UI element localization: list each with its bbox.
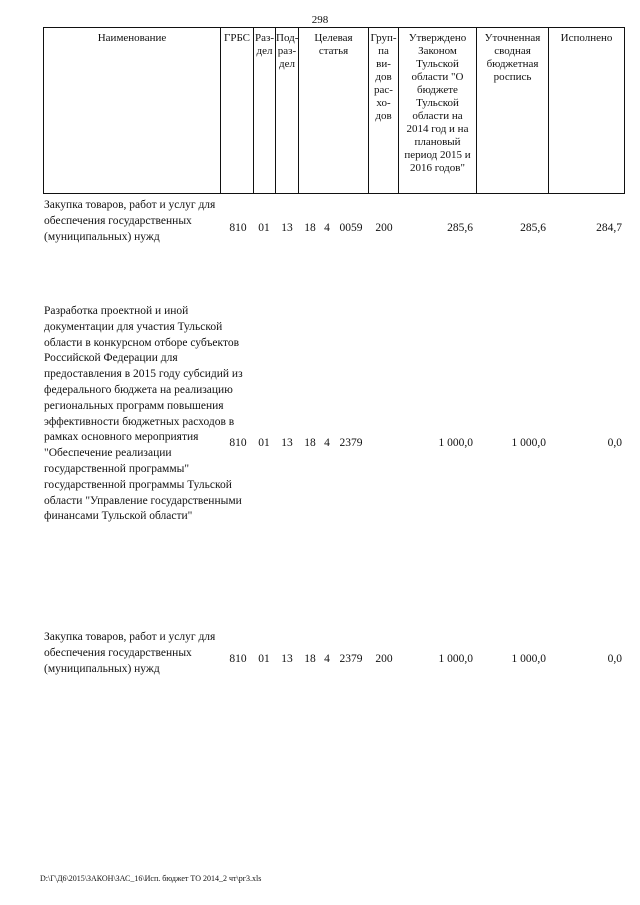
cell-podrazdel: 13 <box>281 222 293 234</box>
cell-grbs: 810 <box>229 437 247 449</box>
cell-group: 200 <box>375 222 393 234</box>
cell-target-program: 18 <box>304 437 316 449</box>
cell-target-code: 2379 <box>339 653 363 665</box>
table-row-name: Разработка проектной и иной документации для участия Тульской области в конкурсном отборе субъектов Российской Федерации для предоставления в 2015 году субсидий из федерального бюджета на реализацию региональных программ повышения эффективности бюджетных расходов в рамках основного мероприятия "Обеспечение реализации государственной программы" государственной программы Тульской области "Управление государственными финансами Тульской области" <box>44 305 243 523</box>
column-header-name: Наименование <box>43 27 220 194</box>
cell-target-program: 18 <box>304 222 316 234</box>
cell-refined: 285,6 <box>520 222 546 234</box>
column-header-group: Груп- па ви- дов рас- хо- дов <box>368 27 398 194</box>
cell-approved: 285,6 <box>447 222 473 234</box>
cell-refined: 1 000,0 <box>511 437 546 449</box>
column-header-target: Целевая статья <box>298 27 368 194</box>
cell-approved: 1 000,0 <box>438 653 473 665</box>
column-header-refined: Уточненная сводная бюджетная роспись <box>476 27 548 194</box>
cell-target-subprogram: 4 <box>324 653 330 665</box>
column-header-podrazdel: Под- раз- дел <box>275 27 298 194</box>
column-header-grbs: ГРБС <box>220 27 253 194</box>
cell-target-subprogram: 4 <box>324 222 330 234</box>
cell-refined: 1 000,0 <box>511 653 546 665</box>
cell-executed: 0,0 <box>607 653 622 665</box>
table-row-name: Закупка товаров, работ и услуг для обеспечения государственных (муниципальных) нужд <box>44 199 216 243</box>
cell-grbs: 810 <box>229 222 247 234</box>
cell-approved: 1 000,0 <box>438 437 473 449</box>
column-header-razdel: Раз- дел <box>253 27 275 194</box>
table-row-name: Закупка товаров, работ и услуг для обеспечения государственных (муниципальных) нужд <box>44 631 216 675</box>
cell-grbs: 810 <box>229 653 247 665</box>
page-number: 298 <box>311 14 329 26</box>
column-header-approved: Утверждено Законом Тульской области "О бюджете Тульской области на 2014 год и на плановый период 2015 и 2016 годов" <box>398 27 476 194</box>
column-header-executed: Исполнено <box>548 27 625 194</box>
cell-razdel: 01 <box>258 653 270 665</box>
cell-executed: 0,0 <box>607 437 622 449</box>
cell-group: 200 <box>375 653 393 665</box>
cell-target-program: 18 <box>304 653 316 665</box>
cell-razdel: 01 <box>258 222 270 234</box>
cell-podrazdel: 13 <box>281 437 293 449</box>
cell-executed: 284,7 <box>596 222 622 234</box>
cell-target-code: 2379 <box>339 437 363 449</box>
cell-target-subprogram: 4 <box>324 437 330 449</box>
cell-podrazdel: 13 <box>281 653 293 665</box>
cell-target-code: 0059 <box>339 222 363 234</box>
file-path-footer: D:\Г\Д6\2015\ЗАКОН\ЗАС_16\Исп. бюджет ТО 2014_2 чт\рг3.xls <box>40 874 262 883</box>
cell-razdel: 01 <box>258 437 270 449</box>
